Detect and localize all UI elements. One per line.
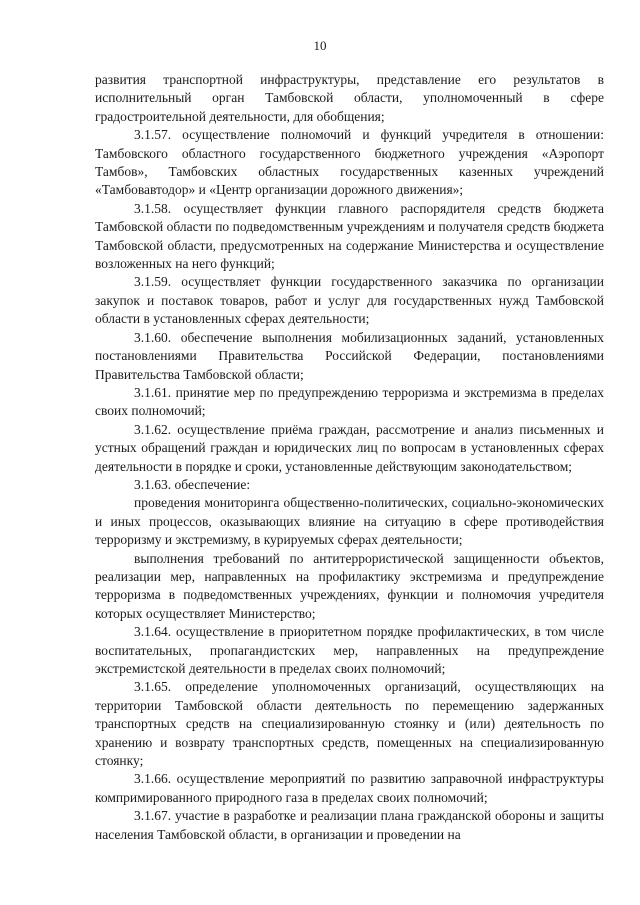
paragraph-3-1-63-item-2: выполнения требований по антитеррористической защищенности объектов, реализации мер, направленных на профилактику экстремизма и предупреждение терроризма в подведомственных учреждениях, функции и полномочия учредителя которых осуществляет Министерство; <box>95 550 604 621</box>
page-number: 10 <box>313 38 327 53</box>
paragraph-3-1-65: 3.1.65. определение уполномоченных организаций, осуществляющих на территории Тамбовской области деятельность по перемещению задержанных транспортных средств на специализированную стоянку и (или) деятельность по хранению и возврату транспортных средств, помещенных на специализированную стоянку; <box>95 679 604 769</box>
paragraph-3-1-63-item-1: проведения мониторинга общественно-политических, социально-экономических и иных процессов, оказывающих влияние на ситуацию в сфере противодействия терроризму и экстремизму, в курируемых сферах деятельности; <box>95 495 604 548</box>
paragraph-3-1-62: 3.1.62. осуществление приёма граждан, рассмотрение и анализ письменных и устных обращений граждан и юридических лиц по вопросам в установленных сферах деятельности в порядке и сроки, установленные действующим законодательством; <box>95 421 604 474</box>
paragraph-3-1-59: 3.1.59. осуществляет функции государственного заказчика по организации закупок и поставок товаров, работ и услуг для государственных нужд Тамбовской области в установленных сферах деятельности; <box>95 274 604 327</box>
paragraph-3-1-57: 3.1.57. осуществление полномочий и функций учредителя в отношении: Тамбовского областного государственного бюджетного учреждения «Аэропорт Тамбов», Тамбовских областных государственных казенных учреждений «Тамбовавтодор» и «Центр организации дорожного движения»; <box>95 127 604 198</box>
paragraph-3-1-63: 3.1.63. обеспечение: <box>134 476 251 492</box>
paragraph-3-1-66: 3.1.66. осуществление мероприятий по развитию заправочной инфраструктуры компримированного природного газа в пределах своих полномочий; <box>95 771 604 805</box>
paragraph-3-1-67: 3.1.67. участие в разработке и реализации плана гражданской обороны и защиты населения Тамбовской области, в организации и проведении на <box>95 808 604 842</box>
document-body <box>95 71 604 844</box>
paragraph-3-1-64: 3.1.64. осуществление в приоритетном порядке профилактических, в том числе воспитательных, пропагандистских мер, направленных на предупреждение экстремистской деятельности в пределах своих полномочий; <box>95 624 604 676</box>
paragraph-3-1-58: 3.1.58. осуществляет функции главного распорядителя средств бюджета Тамбовской области по подведомственным учреждениям и получателя средств бюджета Тамбовской области, предусмотренных на содержание Министерства и осуществление возложенных на него функций; <box>95 200 604 272</box>
paragraph-continuation: развития транспортной инфраструктуры, представление его результатов в исполнительный орган Тамбовской области, уполномоченный в сфере градостроительной деятельности, для обобщения; <box>95 72 604 124</box>
paragraph-3-1-61: 3.1.61. принятие мер по предупреждению терроризма и экстремизма в пределах своих полномочий; <box>95 384 604 419</box>
paragraph-3-1-60: 3.1.60. обеспечение выполнения мобилизационных заданий, установленных постановлениями Правительства Российской Федерации, постановлениями Правительства Тамбовской области; <box>95 329 604 382</box>
